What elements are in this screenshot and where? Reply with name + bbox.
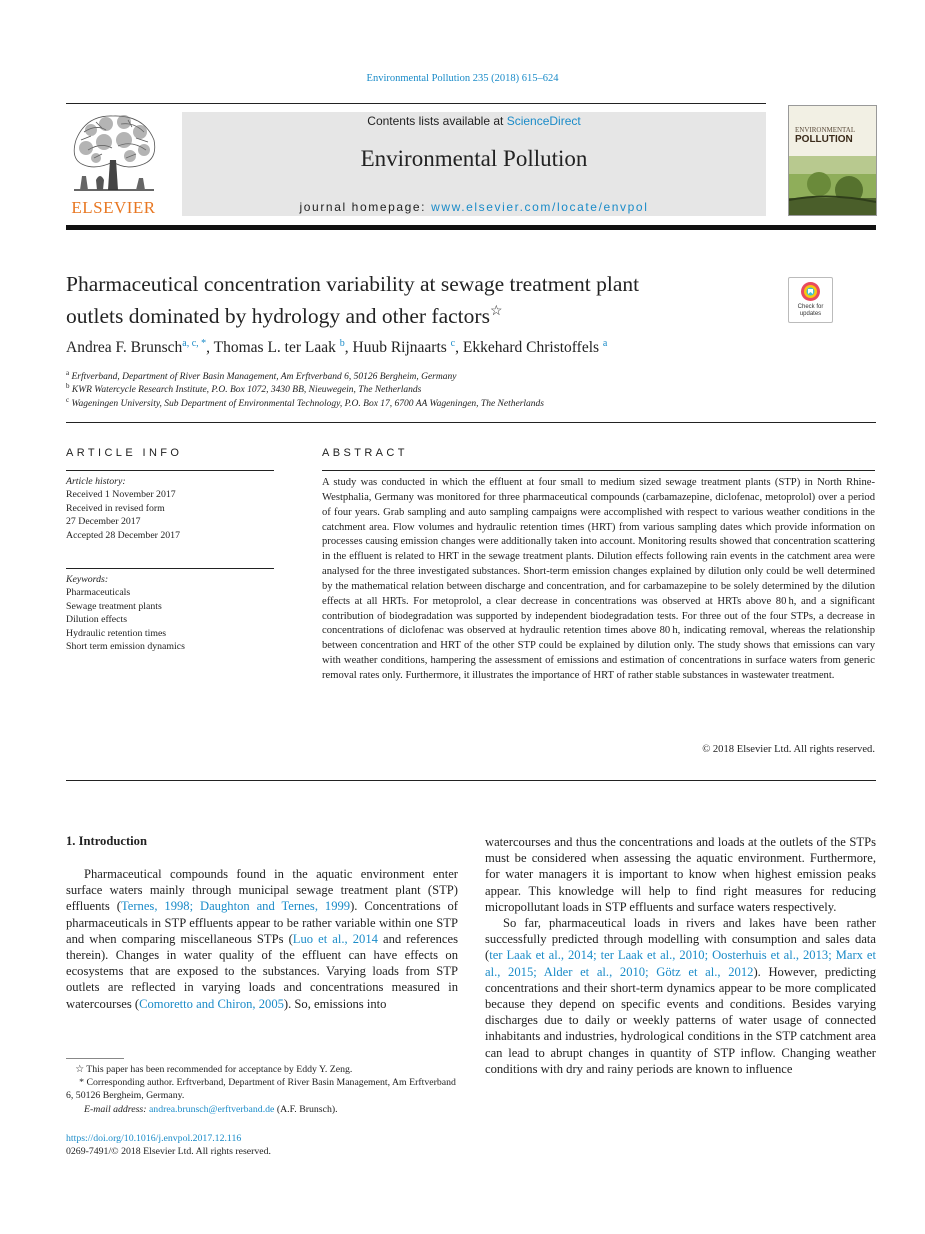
history-item: Received in revised form <box>66 502 165 514</box>
affiliation <box>66 382 826 395</box>
introduction-heading: 1. Introduction <box>66 834 147 848</box>
author-affil-mark[interactable]: c <box>450 338 456 349</box>
email-link[interactable]: andrea.brunsch@erftverband.de <box>148 1104 275 1115</box>
author-list <box>66 338 826 357</box>
text-span: Pharmaceutical compounds found in the aquatic environment enter surface waters mainly through municipal sewage treatment plant (STP) effluents ( <box>66 867 458 914</box>
footnote-text: Corresponding author. Erftverband, Department of River Basin Management, Am Erftverband 6, 50126 Bergheim, Germany. <box>66 1077 456 1102</box>
affiliation-key: b <box>66 382 70 390</box>
title-line2: outlets dominated by hydrology and other factors <box>66 304 490 329</box>
left-column <box>66 866 458 1012</box>
history-label: Article history: <box>66 476 126 487</box>
abstract-end-rule <box>66 780 876 781</box>
header-thick-rule <box>66 225 876 230</box>
journal-reference[interactable]: Environmental Pollution 235 (2018) 615–624 <box>366 73 559 84</box>
author[interactable]: Huub Rijnaarts <box>352 339 447 357</box>
contents-line <box>182 114 766 128</box>
keywords-rule <box>66 568 274 569</box>
history-item: Received 1 November 2017 <box>66 489 176 501</box>
intro-paragraph-continued: watercourses and thus the concentrations and loads at the outlets of the STPs must be considered when assessing the aquatic environment. Furthermore, for water managers it is important to know when highest emission peaks appear. This knowledge will help to find right measures for reducing micropollutant loads in STP effluents and surface waters respectively. <box>485 835 876 914</box>
issn-line: 0269-7491/© 2018 Elsevier Ltd. All rights reserved. <box>66 1146 271 1157</box>
intro-paragraph <box>66 866 458 1012</box>
homepage-link[interactable]: www.elsevier.com/locate/envpol <box>431 200 649 214</box>
contents-prefix: Contents lists available at <box>367 114 507 128</box>
author-separator: , <box>455 339 463 357</box>
keyword[interactable]: Hydraulic retention times <box>66 627 167 639</box>
footnote-text: This paper has been recommended for acceptance by Eddy Y. Zeng. <box>86 1064 353 1075</box>
affiliation <box>66 396 826 409</box>
check-label-2: updates <box>799 311 822 317</box>
article-title <box>66 271 766 330</box>
article-info-rule <box>66 470 274 471</box>
text-span: ). So, emissions into <box>283 996 387 1011</box>
author-affil-mark[interactable]: a <box>602 338 608 349</box>
affiliation-text: Wageningen University, Sub Department of Environmental Technology, P.O. Box 17, 6700 AA Wageningen, The Netherlands <box>71 399 544 410</box>
footnote-mark: * <box>79 1077 84 1088</box>
affiliation-text: KWR Watercycle Research Institute, P.O. Box 1072, 3430 BB, Nieuwegein, The Netherlands <box>71 385 422 396</box>
footnote-mark: ☆ <box>75 1064 84 1075</box>
text-span: ). Concentrations of pharmaceuticals in STP effluents appear to be rather variable within one STP and when comparing miscellaneous STPs ( <box>66 899 458 946</box>
article-info-heading: ARTICLE INFO <box>66 447 183 459</box>
title-footnote-mark[interactable]: ☆ <box>489 304 503 319</box>
author-affil-mark[interactable]: b <box>339 338 345 349</box>
footnote-corresponding <box>66 1076 458 1103</box>
citation-link[interactable]: ter Laak et al., 2014; ter Laak et al., 2010; Oosterhuis et al., 2013; Marx et al., 2015; Alder et al., 2010; Götz et al., 2012 <box>485 948 876 979</box>
text-span: ). However, predicting concentrations and their short-term dynamics appear to be more complicated because they depend on specific events and conditions. Besides varying discharges due to daily or weekly patterns of water usage of connected inhabitants and industries, hydrological conditions in the STP catchment area can lead to abrupt changes in quantity of STP inflow. Changing weather conditions with dry and rainy periods are known to influence <box>485 964 876 1076</box>
title-line1: Pharmaceutical concentration variability at sewage treatment plant <box>66 272 640 296</box>
doi-link[interactable] <box>66 1132 466 1145</box>
email-suffix: (A.F. Brunsch). <box>274 1104 338 1115</box>
journal-cover[interactable] <box>788 105 877 216</box>
affiliation-key: a <box>66 369 70 377</box>
homepage-prefix: journal homepage: <box>299 200 432 214</box>
author-affil-mark[interactable]: a, c, * <box>182 338 207 349</box>
journal-homepage <box>182 200 766 214</box>
cover-title-line2: POLLUTION <box>795 134 853 145</box>
affiliation <box>66 369 826 382</box>
author[interactable]: Thomas L. ter Laak <box>213 339 336 357</box>
keywords-block <box>66 573 274 653</box>
footnote-acceptance <box>66 1063 458 1076</box>
check-for-updates-button[interactable] <box>788 277 833 323</box>
header-rule <box>66 103 766 104</box>
affiliation-key: c <box>66 396 70 404</box>
intro-paragraph <box>485 915 876 1077</box>
keywords-label: Keywords: <box>66 574 109 585</box>
email-label: E-mail address: <box>84 1104 147 1115</box>
doi-text[interactable]: https://doi.org/10.1016/j.envpol.2017.12.116 <box>66 1133 242 1144</box>
keyword[interactable]: Short term emission dynamics <box>66 641 185 653</box>
text-span: So far, pharmaceutical loads in rivers and lakes have been rather successfully predicted through modelling with consumption and sales data ( <box>485 916 876 963</box>
abstract-heading: ABSTRACT <box>322 447 408 459</box>
check-label-1: Check for <box>797 304 824 310</box>
sciencedirect-link[interactable]: ScienceDirect <box>506 114 581 128</box>
author-separator: , <box>206 339 214 357</box>
elsevier-tree-icon <box>66 110 161 198</box>
abstract-copyright: © 2018 Elsevier Ltd. All rights reserved. <box>702 744 875 755</box>
cover-photo-icon <box>789 156 876 215</box>
keyword[interactable]: Dilution effects <box>66 614 128 626</box>
citation-link[interactable]: Ternes, 1998; Daughton and Ternes, 1999 <box>120 899 351 914</box>
affiliation-rule <box>66 422 876 423</box>
footnote-email <box>66 1103 458 1116</box>
check-updates-icon <box>800 281 821 302</box>
right-column <box>485 834 876 1077</box>
article-history <box>66 475 274 542</box>
keyword[interactable]: Sewage treatment plants <box>66 600 162 612</box>
author[interactable]: Ekkehard Christoffels <box>462 339 600 357</box>
text-span: and references therein). Changes in water quality of the effluent can have effects on ecosystems that are exposed to the substances. Varying loads from STP outlets are reflected in varying loads and concentrations measured in watercourses ( <box>66 931 458 1011</box>
abstract-text: A study was conducted in which the effluent at four small to medium sized sewage treatment plants (STP) in North Rhine-Westphalia, Germany was monitored for three pharmaceutical compounds (carbamazepine, diclofenac, metoprolol) over a period of four years. Grab sampling and auto sampling campaigns were accomplished with respect to various weather conditions in the catchment area. Flow volumes and hydraulic retention times (HRT) from various sampling dates which provide information on processes causing emission changes were additionally taken into account. Monitoring results showed that concentration scattering in the effluent is related to HRT in the sewage treatment plants. Dilution effects following rain events in the catchment area were analysed for the three investigated substances. Short-term emission changes explained by dilution only could be well determined by the mathematical relation between discharge and concentration, and for carbamazepine to be solely determined by the dilution effects at all HRTs. For metoprolol, a clear decrease in concentrations was observed at HRTs above 80 h, and a significant contribution of biodegradation was supported by independent biodegradation tests. For three out of the four STPs, a decrease in concentrations of diclofenac was observed at hydraulic retention times above 80 h, indicating removal, whereas the relationship between concentration and HRT of the other STP could be explained by dilution only. The study shows that emissions can vary with weather conditions, hampering the assessment of emissions and estimation of concentrations in surface waters from generic removal rates only. Furthermore, it illustrates the importance of HRT of rather stable substances in wastewater treatment. <box>322 477 875 681</box>
affiliation-text: Erftverband, Department of River Basin Management, Am Erftverband 6, 50126 Bergheim, Germany <box>71 372 457 383</box>
history-item: Accepted 28 December 2017 <box>66 529 180 541</box>
elsevier-wordmark: ELSEVIER <box>71 198 156 217</box>
author-separator: , <box>344 339 353 357</box>
author[interactable]: Andrea F. Brunsch <box>66 339 183 357</box>
footnote-rule <box>66 1058 124 1059</box>
history-item: 27 December 2017 <box>66 516 141 528</box>
journal-title: Environmental Pollution <box>360 146 588 171</box>
citation-link[interactable]: Comoretto and Chiron, 2005 <box>139 996 284 1011</box>
abstract-rule <box>322 470 875 471</box>
citation-link[interactable]: Luo et al., 2014 <box>292 931 378 946</box>
cover-title-line1: ENVIRONMENTAL <box>795 126 856 134</box>
keyword[interactable]: Pharmaceuticals <box>66 587 131 599</box>
